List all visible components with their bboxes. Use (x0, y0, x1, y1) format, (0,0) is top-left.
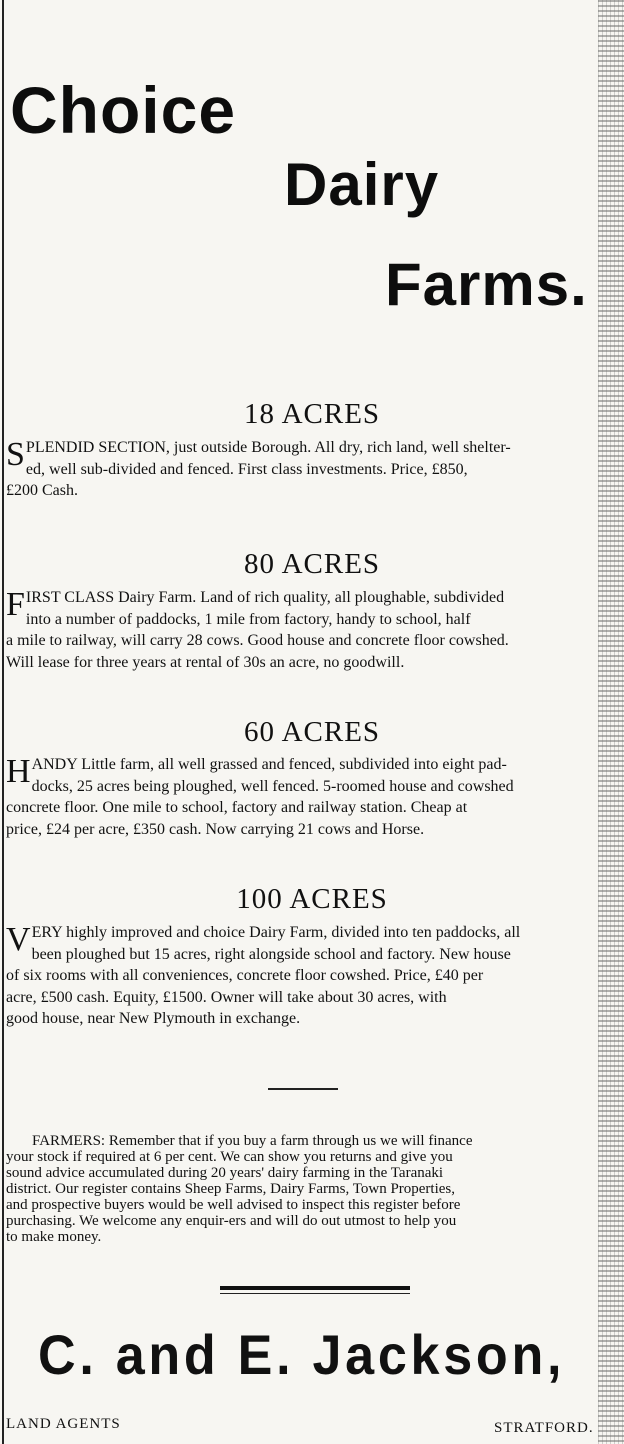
note-line: and prospective buyers would be well advised to inspect this register before (6, 1197, 461, 1213)
listing-line: ERY highly improved and choice Dairy Farm, divided into ten paddocks, all (31, 924, 521, 941)
dropcap: S (6, 436, 25, 473)
listing-line: ed, well sub-divided and fenced. First class investments. Price, £850, (25, 460, 468, 478)
listing-line: Will lease for three years at rental of 30s an acre, no goodwill. (6, 653, 405, 671)
listing-line: been ploughed but 15 acres, right alongside school and factory. New house (31, 945, 511, 963)
listing-line: concrete floor. One mile to school, factory and railway station. Cheap at (6, 799, 468, 816)
listing-text-80-acres (6, 587, 588, 673)
listing-title-18-acres: 18 ACRES (243, 398, 381, 430)
listing-line: a mile to railway, will carry 28 cows. Good house and concrete floor cowshed. (6, 632, 509, 649)
listing-line: docks, 25 acres being ploughed, well fenced. 5-roomed house and cowshed (31, 777, 514, 795)
note-line: district. Our register contains Sheep Farms, Dairy Farms, Town Properties, (6, 1181, 456, 1197)
note-line: to make money. (6, 1229, 102, 1245)
listing-text-18-acres (6, 437, 588, 502)
footer-land-agents: LAND AGENTS (6, 1416, 121, 1432)
firm-divider-thin (220, 1293, 410, 1294)
firm-name: C. and E. Jackson, (38, 1323, 566, 1386)
listing-title-60-acres: 60 ACRES (243, 716, 381, 748)
listing-text-100-acres (6, 922, 588, 1030)
note-line: sound advice accumulated during 20 years' dairy farming in the Taranaki (6, 1165, 444, 1181)
dropcap: V (6, 921, 31, 958)
listing-line: good house, near New Plymouth in exchange. (6, 1010, 301, 1027)
listing-line: ANDY Little farm, all well grassed and fenced, subdivided into eight pad- (31, 756, 507, 773)
headline-choice: Choice (10, 73, 237, 147)
headline-dairy: Dairy (284, 151, 440, 218)
footer-location: STRATFORD. (494, 1420, 594, 1436)
farmers-note (6, 1133, 588, 1245)
listing-line: IRST CLASS Dairy Farm. Land of rich quality, all ploughable, subdivided (25, 589, 505, 606)
listing-line: into a number of paddocks, 1 mile from factory, handy to school, half (25, 610, 471, 628)
note-line: FARMERS: Remember that if you buy a farm through us we will finance (32, 1133, 473, 1149)
firm-divider-thick (220, 1286, 410, 1290)
listing-line: PLENDID SECTION, just outside Borough. All dry, rich land, well shelter- (25, 439, 511, 456)
dropcap: H (6, 753, 31, 790)
listing-title-100-acres: 100 ACRES (236, 883, 388, 915)
listing-text-60-acres (6, 754, 588, 840)
listing-title-80-acres: 80 ACRES (243, 548, 381, 580)
listing-line: price, £24 per acre, £350 cash. Now carrying 21 cows and Horse. (6, 820, 425, 838)
note-line: purchasing. We welcome any enquir-ers and will do out utmost to help you (6, 1213, 457, 1229)
listing-line: acre, £500 cash. Equity, £1500. Owner will take about 30 acres, with (6, 988, 447, 1006)
section-divider (268, 1088, 338, 1090)
dropcap: F (6, 586, 25, 623)
note-line: your stock if required at 6 per cent. We can show you returns and give you (6, 1149, 453, 1165)
headline-farms: Farms. (385, 251, 588, 318)
listing-line: of six rooms with all conveniences, concrete floor cowshed. Price, £40 per (6, 967, 484, 984)
listing-line: £200 Cash. (6, 482, 78, 499)
